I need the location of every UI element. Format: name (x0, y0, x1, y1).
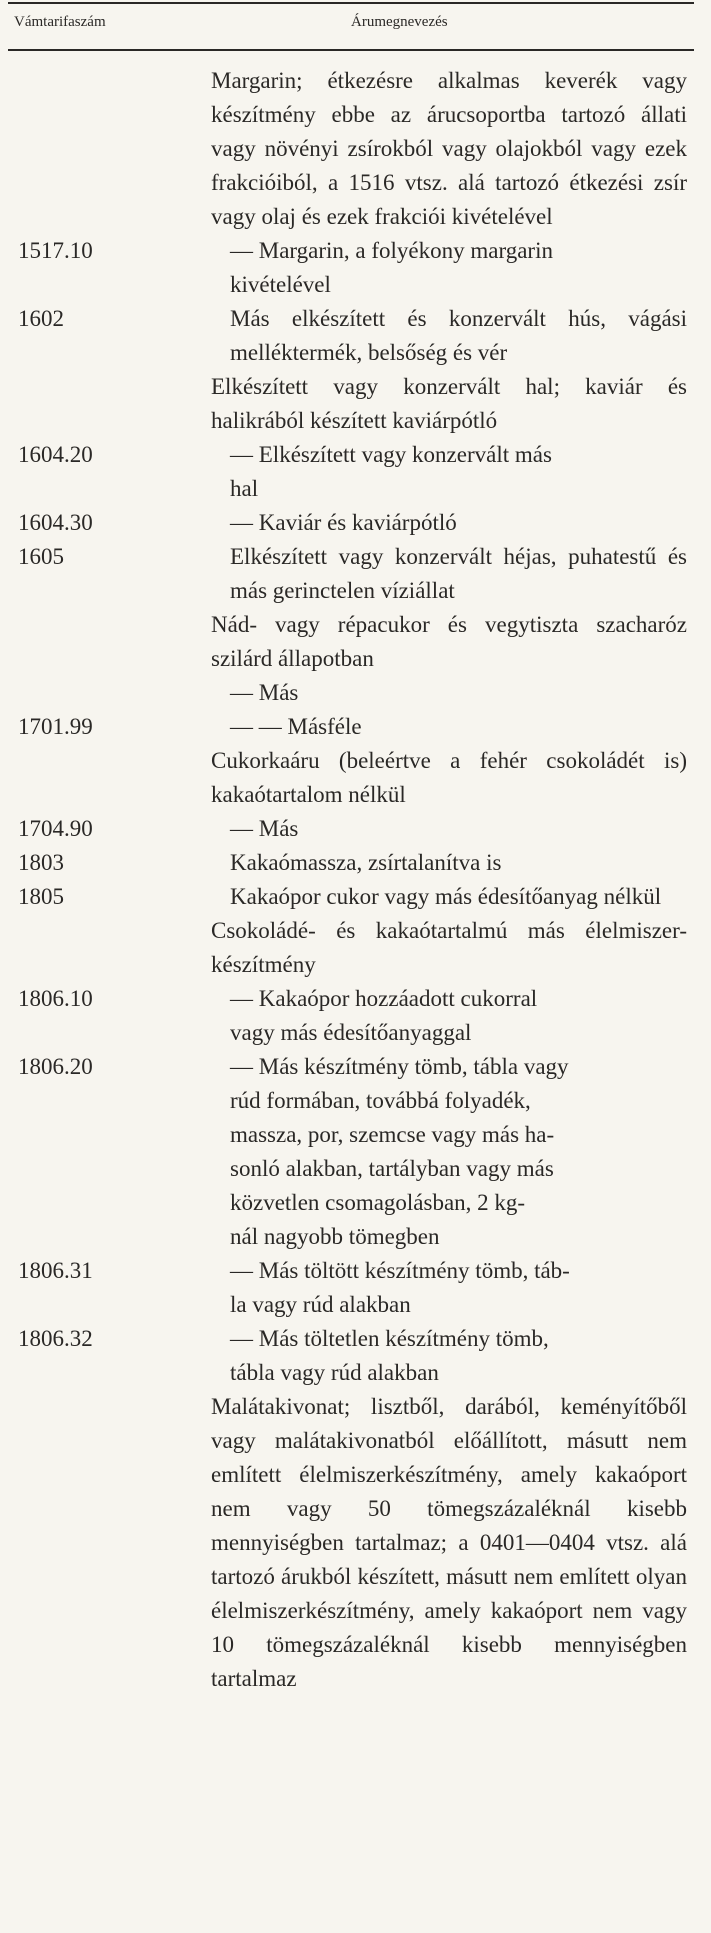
header-rule (8, 49, 694, 51)
tariff-row (0, 982, 711, 1050)
column-header-description: Árumegnevezés (351, 14, 448, 30)
tariff-row (0, 1322, 711, 1390)
tariff-row (0, 812, 711, 846)
goods-description: Csokoládé- és kakaótartalmú más élelmiszer-készítmény (211, 918, 687, 977)
goods-description: — Más készítmény tömb, tábla vagy rúd formában, továbbá folyadék, massza, por, szemcse vagy más ha- sonló alakban, tartályban vagy más közvetlen csomagolásban, 2 kg- nál nagyobb tömegben (230, 1054, 569, 1249)
tariff-row (0, 914, 711, 982)
column-header-code: Vámtarifaszám (14, 14, 106, 30)
goods-description: Más elkészített és konzervált hús, vágási melléktermék, belsőség és vér (230, 306, 687, 365)
tariff-code: 1517.10 (18, 238, 93, 263)
tariff-row (0, 506, 711, 540)
tariff-code: 1805 (18, 884, 64, 909)
goods-description: Elkészített vagy konzervált héjas, puhatestű és más gerinctelen víziállat (230, 544, 687, 603)
tariff-row (0, 234, 711, 302)
goods-description: Malátakivonat; lisztből, darából, keményítőből vagy malátakivonatból előállított, másutt nem említett élelmiszerkészítmény, amely kakaóport nem vagy 50 tömegszázaléknál kisebb mennyiségben tartalmaz; a 0401—0404 vtsz. alá tartozó árukból készített, másutt nem említett olyan élelmiszerkészítmény, amely kakaóport nem vagy 10 tömegszázaléknál kisebb mennyiségben tartalmaz (211, 1394, 687, 1691)
tariff-code: 1701.99 (18, 714, 93, 739)
goods-description: Kakaómassza, zsírtalanítva is (230, 850, 502, 875)
goods-description: — Más (230, 680, 299, 705)
goods-description: Margarin; étkezésre alkalmas keverék vagy készítmény ebbe az árucsoportba tartozó állati vagy növényi zsírokból vagy olajokból vagy ezek frakcióiból, a 1516 vtsz. alá tartozó étkezési zsír vagy olaj és ezek frakciói kivételével (211, 68, 687, 229)
tariff-code: 1806.10 (18, 986, 93, 1011)
tariff-code: 1605 (18, 544, 64, 569)
tariff-row (0, 710, 711, 744)
tariff-row (0, 676, 711, 710)
tariff-row (0, 1050, 711, 1254)
tariff-row (0, 370, 711, 438)
goods-description: — — Másféle (230, 714, 362, 739)
goods-description: — Más töltött készítmény tömb, táb- la vagy rúd alakban (230, 1258, 570, 1317)
tariff-code: 1602 (18, 306, 64, 331)
tariff-row (0, 608, 711, 676)
tariff-row (0, 540, 711, 608)
goods-description: Cukorkaáru (beleértve a fehér csokoládét is) kakaótartalom nélkül (211, 748, 687, 807)
tariff-row (0, 880, 711, 914)
tariff-code: 1704.90 (18, 816, 93, 841)
tariff-code: 1604.30 (18, 510, 93, 535)
tariff-row (0, 1254, 711, 1322)
tariff-code: 1806.32 (18, 1326, 93, 1351)
tariff-row (0, 744, 711, 812)
tariff-row (0, 302, 711, 370)
tariff-entries (0, 64, 711, 1696)
tariff-row (0, 846, 711, 880)
goods-description: — Kaviár és kaviárpótló (230, 510, 457, 535)
goods-description: Elkészített vagy konzervált hal; kaviár és halikrából készített kaviárpótló (211, 374, 687, 433)
tariff-code: 1803 (18, 850, 64, 875)
goods-description: — Elkészített vagy konzervált más hal (230, 442, 552, 501)
goods-description: Nád- vagy répacukor és vegytiszta szacharóz szilárd állapotban (211, 612, 687, 671)
goods-description: — Margarin, a folyékony margarin kivételével (230, 238, 553, 297)
tariff-row (0, 1390, 711, 1696)
tariff-row (0, 438, 711, 506)
top-rule (8, 2, 694, 4)
goods-description: Kakaópor cukor vagy más édesítőanyag nélkül (230, 884, 662, 909)
tariff-code: 1806.31 (18, 1258, 93, 1283)
goods-description: — Kakaópor hozzáadott cukorral vagy más édesítőanyaggal (230, 986, 538, 1045)
goods-description: — Más töltetlen készítmény tömb, tábla vagy rúd alakban (230, 1326, 549, 1385)
tariff-code: 1806.20 (18, 1054, 93, 1079)
tariff-row (0, 64, 711, 234)
goods-description: — Más (230, 816, 299, 841)
tariff-code: 1604.20 (18, 442, 93, 467)
